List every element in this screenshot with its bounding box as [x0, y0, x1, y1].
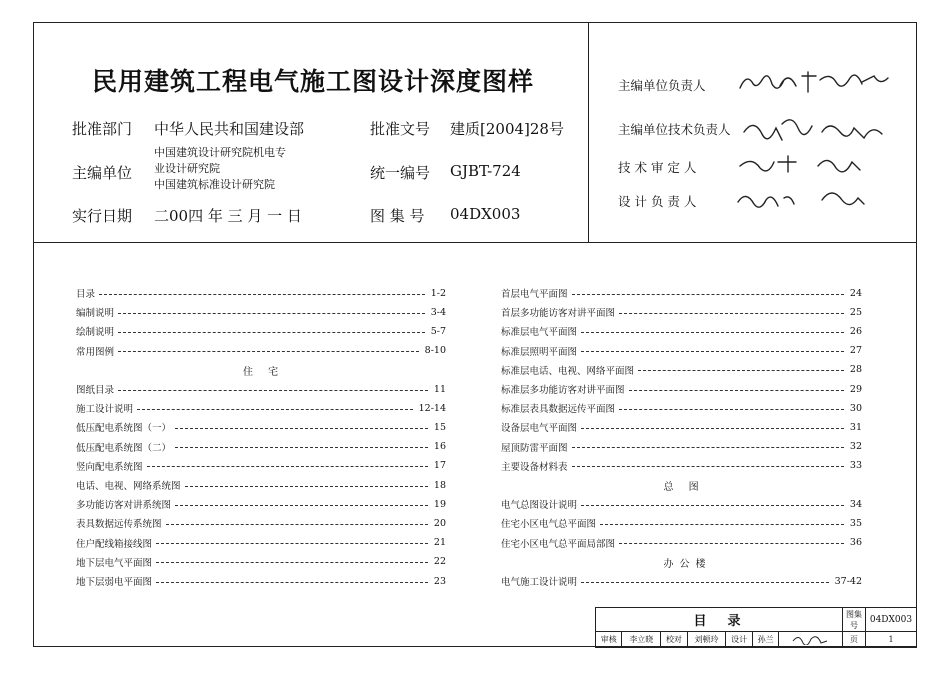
toc-entry-page: 21	[433, 537, 446, 549]
toc-entry-page: 3-4	[430, 306, 446, 318]
toc-entry-title: 住宅小区电气总平面图	[501, 519, 597, 531]
toc-entry-page: 8-10	[424, 345, 446, 357]
handwritten-signatures	[732, 62, 912, 232]
signature-stroke	[740, 156, 860, 172]
toc-entry-page: 33	[849, 460, 862, 472]
toc-entry-page: 26	[849, 325, 862, 337]
design-label: 设计	[726, 632, 752, 648]
toc-leader	[156, 562, 428, 563]
toc-entry-title: 竖向配电系统图	[76, 461, 143, 473]
title-block-atlas-no: 04DX003	[866, 608, 917, 632]
toc-entry-title: 表具数据远传系统图	[76, 519, 162, 531]
toc-entry[interactable]	[501, 401, 862, 415]
toc-entry[interactable]	[76, 344, 446, 358]
toc-entry-title: 标准层电话、电视、网络平面图	[501, 365, 635, 377]
signature-stroke	[738, 193, 864, 207]
toc-entry-page: 11	[433, 383, 446, 395]
toc-entry-title: 编制说明	[76, 308, 115, 320]
approve-dept-label: 批准部门	[72, 120, 133, 138]
toc-entry-page: 22	[433, 556, 446, 568]
toc-entry-title: 常用图例	[76, 346, 115, 358]
editor-unit-line: 中国建筑标准设计研究院	[154, 178, 275, 191]
toc-entry-title: 电话、电视、网络系统图	[76, 481, 181, 492]
signature-stroke	[744, 120, 882, 140]
toc-entry-title: 屋顶防雷平面图	[501, 442, 568, 454]
toc-entry[interactable]	[501, 440, 862, 454]
toc-entry-page: 29	[849, 383, 862, 395]
toc-entry-title: 首层多功能访客对讲平面图	[501, 308, 616, 320]
toc-section-heading: 住 宅	[243, 366, 285, 378]
signature-role: 设 计 负 责 人	[618, 194, 697, 209]
approve-doc: 建质[2004]28号	[450, 120, 564, 138]
toc-leader	[572, 466, 844, 467]
toc-entry-page: 32	[849, 441, 862, 453]
toc-leader	[156, 543, 428, 544]
signature-divider	[588, 22, 589, 243]
signature-role: 技 术 审 定 人	[618, 160, 697, 175]
toc-entry-page: 20	[433, 517, 446, 529]
toc-leader	[166, 524, 428, 525]
toc-entry[interactable]	[76, 555, 446, 569]
toc-entry-page: 27	[849, 345, 862, 357]
toc-entry[interactable]	[501, 497, 862, 511]
toc-entry[interactable]	[501, 516, 862, 530]
toc-leader	[185, 486, 428, 487]
toc-entry[interactable]	[76, 497, 446, 511]
toc-entry-page: 35	[849, 517, 862, 529]
signature-cell	[779, 632, 843, 648]
toc-leader	[619, 543, 844, 544]
toc-entry-title: 标准层电气平面图	[501, 327, 578, 339]
editor-unit-label: 主编单位	[72, 164, 133, 182]
toc-entry-page: 34	[849, 498, 862, 510]
toc-entry-page: 28	[849, 364, 862, 376]
toc-entry-title: 低压配电系统图（一）	[76, 423, 172, 435]
toc-leader	[581, 582, 829, 583]
toc-entry-title: 低压配电系统图（二）	[76, 442, 172, 454]
toc-leader	[118, 332, 425, 333]
toc-leader	[619, 409, 844, 410]
toc-leader	[581, 332, 844, 333]
toc-leader	[175, 447, 428, 448]
design-name: 孙兰	[752, 632, 778, 648]
signature-stroke	[740, 72, 888, 92]
toc-entry-page: 1-2	[430, 287, 446, 299]
toc-section-heading: 办公楼	[663, 558, 712, 570]
toc-entry-title: 设备层电气平面图	[501, 423, 578, 435]
toc-leader	[600, 524, 844, 525]
toc-entry-page: 16	[433, 441, 446, 453]
toc-entry[interactable]	[501, 324, 862, 338]
toc-entry-title: 住户配线箱接线图	[76, 538, 153, 550]
toc-entry-page: 31	[849, 421, 862, 433]
toc-leader	[175, 505, 428, 506]
toc-entry-title: 施工设计说明	[76, 404, 134, 416]
toc-entry[interactable]	[501, 536, 862, 550]
toc-entry[interactable]	[76, 516, 446, 530]
editor-unit-line: 业设计研究院	[154, 162, 220, 175]
page-no: 1	[866, 632, 917, 648]
toc-entry[interactable]	[501, 574, 862, 588]
unified-no: GJBT-724	[450, 162, 521, 180]
toc-leader	[581, 428, 844, 429]
toc-entry-page: 18	[433, 479, 446, 491]
toc-entry[interactable]	[501, 363, 862, 377]
toc-entry-title: 电气施工设计说明	[501, 577, 578, 588]
toc-entry-page: 12-14	[418, 402, 446, 414]
toc-leader	[572, 447, 844, 448]
toc-entry-title: 地下层电气平面图	[76, 557, 153, 569]
toc-entry[interactable]	[501, 344, 862, 358]
small-signature	[791, 633, 831, 645]
toc-entry-title: 目录	[76, 289, 96, 300]
toc-leader	[175, 428, 428, 429]
toc-entry-page: 37-42	[834, 575, 862, 587]
toc-entry-page: 36	[849, 537, 862, 549]
review-label: 审核	[596, 632, 622, 648]
toc-entry[interactable]	[76, 382, 446, 396]
impl-date-label: 实行日期	[72, 207, 133, 225]
toc-entry-title: 标准层表具数据远传平面图	[501, 404, 616, 416]
toc-leader	[118, 390, 428, 391]
toc-entry-page: 19	[433, 498, 446, 510]
unified-no-label: 统一编号	[370, 164, 431, 182]
toc-entry-title: 标准层多功能访客对讲平面图	[501, 385, 625, 396]
header-divider	[33, 242, 917, 243]
toc-entry[interactable]	[76, 420, 446, 434]
toc-section-heading: 总 图	[663, 482, 705, 493]
toc-entry[interactable]	[76, 305, 446, 319]
toc-entry-page: 24	[849, 287, 862, 299]
toc-entry[interactable]	[501, 382, 862, 396]
toc-entry-page: 17	[433, 460, 446, 472]
toc-leader	[629, 390, 844, 391]
toc-entry-title: 住宅小区电气总平面局部图	[501, 538, 616, 550]
signature-role: 主编单位技术负责人	[618, 122, 731, 137]
check-label: 校对	[661, 632, 687, 648]
toc-entry-title: 绘制说明	[76, 327, 115, 339]
toc-entry[interactable]	[76, 536, 446, 550]
page-title: 民用建筑工程电气施工图设计深度图样	[92, 67, 535, 96]
toc-leader	[572, 294, 844, 295]
check-name: 刘顿玲	[687, 632, 726, 648]
signature-role: 主编单位负责人	[618, 78, 706, 93]
review-name: 李立晓	[622, 632, 661, 648]
toc-entry-page: 25	[849, 306, 862, 318]
toc-leader	[156, 582, 428, 583]
title-block	[595, 607, 917, 647]
title-block-name: 目 录	[596, 608, 843, 632]
toc-entry-title: 图纸目录	[76, 385, 115, 396]
toc-leader	[638, 370, 844, 371]
toc-leader	[581, 351, 844, 352]
toc-entry-page: 30	[849, 402, 862, 414]
toc-entry[interactable]	[76, 440, 446, 454]
toc-leader	[619, 313, 844, 314]
toc-entry-page: 5-7	[430, 325, 446, 337]
toc-leader	[118, 313, 425, 314]
toc-entry[interactable]	[501, 305, 862, 319]
toc-leader	[137, 409, 413, 410]
atlas-no-label: 图 集 号	[370, 207, 425, 225]
toc-leader	[147, 466, 428, 467]
toc-entry[interactable]	[501, 459, 862, 473]
toc-entry[interactable]	[76, 478, 446, 492]
editor-unit-line: 中国建筑设计研究院机电专	[154, 146, 286, 159]
toc-entry-page: 15	[433, 421, 446, 433]
toc-entry-title: 地下层弱电平面图	[76, 577, 153, 588]
toc-entry-title: 标准层照明平面图	[501, 346, 578, 358]
toc-entry-page: 23	[433, 575, 446, 587]
impl-date: 二00四 年 三 月 一 日	[154, 207, 302, 225]
toc-entry[interactable]	[76, 459, 446, 473]
toc-entry[interactable]	[76, 401, 446, 415]
approve-dept: 中华人民共和国建设部	[154, 120, 305, 138]
toc-entry-title: 多功能访客对讲系统图	[76, 500, 172, 512]
toc-leader	[581, 505, 844, 506]
atlas-no: 04DX003	[450, 205, 521, 223]
toc-leader	[99, 294, 425, 295]
toc-entry[interactable]	[501, 420, 862, 434]
toc-entry-title: 首层电气平面图	[501, 289, 568, 300]
toc-entry-title: 主要设备材料表	[501, 461, 568, 473]
title-block-atlas-label: 图集号	[843, 608, 866, 632]
toc-leader	[118, 351, 419, 352]
toc-entry[interactable]	[76, 574, 446, 588]
editor-unit	[154, 145, 286, 193]
approve-doc-label: 批准文号	[370, 120, 431, 138]
toc-entry[interactable]	[76, 324, 446, 338]
page-label: 页	[843, 632, 866, 648]
toc-entry-title: 电气总图设计说明	[501, 500, 578, 512]
toc-entry[interactable]	[501, 286, 862, 300]
toc-entry[interactable]	[76, 286, 446, 300]
